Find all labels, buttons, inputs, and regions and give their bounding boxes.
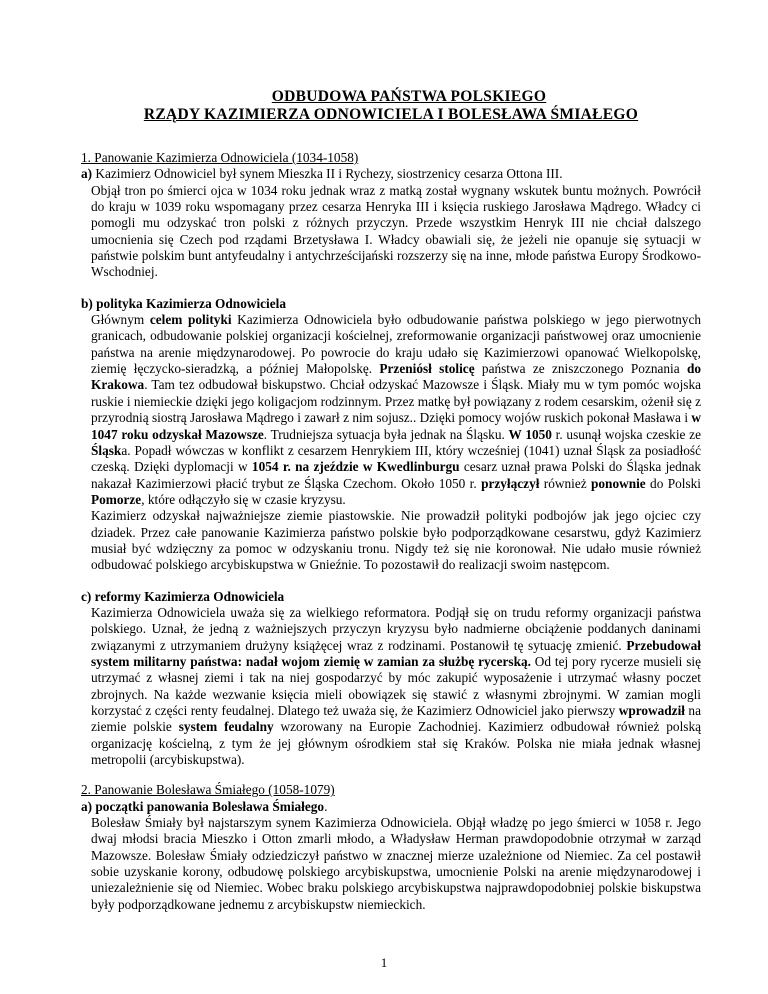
- bold-run: przyłączył: [481, 475, 540, 491]
- section-1a-paragraph: Objął tron po śmierci ojca w 1034 roku jednak wraz z matką został wygnany wskutek buntu możnych. Powrócił do kraju w 1039 roku wspomagany przez cesarza Henryka III i księcia ruskiego Jarosława Mądrego. Władcy ci pomogli mu odzyskać tron polski z różnych przyczyn. Przede wszystkim Henryk III nie chciał dalszego umocnienia się Czech pod rządami Brzetysława I. Władcy obawiali się, że jeżeli nie opanuje się sytuacji w państwie polskim bunt antyfeudalny i antychrześcijański rozszerzy się na inne, młode państwa Europy Środkowo-Wschodniej.: [91, 182, 701, 280]
- text-run: , które odłączyło się w czasie kryzysu.: [141, 491, 346, 507]
- bold-run: Pomorze: [91, 491, 142, 507]
- document-title-line2: RZĄDY KAZIMIERZA ODNOWICIELA I BOLESŁAWA ŚMIAŁEGO: [143, 106, 639, 123]
- bold-run: system feudalny: [178, 719, 274, 735]
- text-run: również: [539, 475, 591, 491]
- document-title-line1: ODBUDOWA PAŃSTWA POLSKIEGO: [271, 88, 547, 105]
- text-run: .: [324, 798, 328, 814]
- text-run: Kazimierza Odnowiciela uważa się za wielkiego reformatora. Podjął się on trudu reformy organizacji państwa polskiego. Uznał, że jedną z ważniejszych przyczyn kryzysu było nadmierne obciążenie poddanych daninami związanymi z utrzymaniem drużyny książęcej wraz z rodzinami. Postanowił tę sytuację zmienić.: [91, 604, 701, 653]
- text-run: cesarz uznał prawa Polski do Śląska jednak nakazał Kazimierzowi płacić trybut ze Śląska Czechom. Około 1050 r.: [91, 459, 702, 491]
- text-run: Od tej pory rycerze musieli się utrzymać z własnej ziemi i tak na niej gospodarzyć by móc zakupić wyposażenie i utrzymać własny poczet zbrojnych. Na każde wezwanie księcia mieli obowiązek się stawić z własnymi zbrojnymi. W zamian mogli korzystać z części renty feudalnej. Dlatego też uważa się, że Kazimierz Odnowiciel jako pierwszy: [91, 653, 701, 718]
- bold-run: 1054 r. na zjeździe w Kwedlinburgu: [251, 459, 460, 475]
- text-run: . Trudniejsza sytuacja była jednak na Śląsku.: [263, 426, 509, 442]
- text-run: r. usunął wojska czeskie ze: [551, 426, 701, 442]
- section-1b-paragraph: [81, 312, 701, 508]
- bold-run: W 1050: [508, 426, 552, 442]
- document-page: [81, 88, 701, 913]
- bold-run: Przebudował system militarny państwa: nadał wojom ziemię w zamian za służbę rycerską.: [91, 637, 701, 669]
- text-run: wzorowany na Europie Zachodniej. Kazimierz odbudował również polską organizację kościelną, z tym że jej głównym ośrodkiem stał się Kraków. Polska nie miała jednak własnej metropolii (arcybiskupstwa).: [91, 719, 701, 768]
- section-2a-heading-line: [81, 799, 701, 815]
- text-run: państwa ze zniszczonego Poznania: [474, 361, 687, 377]
- section-1: [81, 150, 701, 913]
- section-1a-text: Kazimierz Odnowiciel był synem Mieszka II i Rychezy, siostrzenicy cesarza Ottona III.: [92, 166, 563, 182]
- page-number: 1: [380, 955, 388, 970]
- section-1b-paragraph-2: Kazimierz odzyskał najważniejsze ziemie piastowskie. Nie prowadził polityki podbojów jak jego ojciec czy dziadek. Przez całe panowanie Kazimierza państwo polskie było podporządkowane cesarstwu, gdyż Kazimierz musiał być wdzięczny za pomoc w odzyskaniu tronu. Nigdy też się nie koronował. Nie udało musie również odbudować polskiego arcybiskupstwa w Gnieźnie. To pozostawił do realizacji swoim następcom.: [91, 508, 701, 573]
- text-run: na ziemie polskie: [91, 703, 701, 735]
- bold-run: do Krakowa: [91, 361, 702, 393]
- text-run: Kazimierza Odnowiciela było odbudowanie państwa polskiego w jego pierwotnych granicach, odbudowanie polskiej organizacji kościelnej, zreformowanie organizacji państwowej oraz umocnienie państwa na arenie międzynarodowej. Po powrocie do kraju udało się Kazimierzowi opanować Wielkopolskę, ziemię łęczycko-sieradzką, a później Małopolskę.: [91, 312, 701, 377]
- text-run: a. Popadł wówczas w konflikt z cesarzem Henrykiem III, który wcześniej (1041) uznał Śląsk za posiadłość czeską. Dzięki dyplomacji w: [91, 442, 701, 475]
- section-2a-paragraph: Bolesław Śmiały był najstarszym synem Kazimierza Odnowiciela. Objął władzę po jego śmierci w 1058 r. Jego dwaj młodsi bracia Mieszko i Otton zmarli młodo, a Władysław Herman prawdopodobnie otrzymał w zarząd Mazowsze. Bolesław Śmiały odziedziczył państwo w znacznej mierze uzależnione od Niemiec. Za cel postawił sobie uzyskanie korony, odbudowę polskiego arcybiskupstwa, umocnienie Polski na arenie międzynarodowej i uniezależnienie się od Niemiec. Wobec braku polskiego arcybiskupstwa najprawdopodobniej polskie biskupstwa były podporządkowane jednemu z arcybiskupstw niemieckich.: [91, 815, 701, 912]
- text-run: Głównym: [91, 312, 150, 328]
- text-run: . Tam tez odbudował biskupstwo. Chciał odzyskać Mazowsze i Śląsk. Miały mu w tym pomóc wojska ruskie i niemieckie dzięki jego koligacjom rodzinnym. Przez matkę był powiązany z rodem cesarskim, ożenił się z przyrodnią siostrą Jarosława Mądrego i zawarł z nim sojusz.. Dzięki pomocy wojów ruskich pokonał Masława i: [91, 377, 701, 426]
- bold-run: celem polityki: [149, 312, 232, 328]
- bold-run: Przeniósł stolicę: [379, 361, 475, 377]
- text-run: do Polski: [645, 475, 701, 491]
- bold-run: Śląsk: [91, 442, 122, 458]
- bold-run: w 1047 roku odzyskał Mazowsze: [91, 410, 701, 442]
- section-2a-heading: a) początki panowania Bolesława Śmiałego: [81, 798, 325, 814]
- section-1b-heading: b) polityka Kazimierza Odnowiciela: [81, 295, 286, 311]
- section-1c-heading: c) reformy Kazimierza Odnowiciela: [81, 588, 285, 604]
- section-2-heading: 2. Panowanie Bolesława Śmiałego (1058-1079): [81, 782, 335, 798]
- section-1-heading: 1. Panowanie Kazimierza Odnowiciela (1034-1058): [81, 150, 359, 165]
- section-1c-paragraph: [81, 605, 701, 768]
- bold-run: wprowadził: [618, 703, 685, 718]
- section-1a-intro: [81, 166, 701, 182]
- bold-run: ponownie: [591, 475, 646, 491]
- section-1a-label: a): [81, 166, 93, 182]
